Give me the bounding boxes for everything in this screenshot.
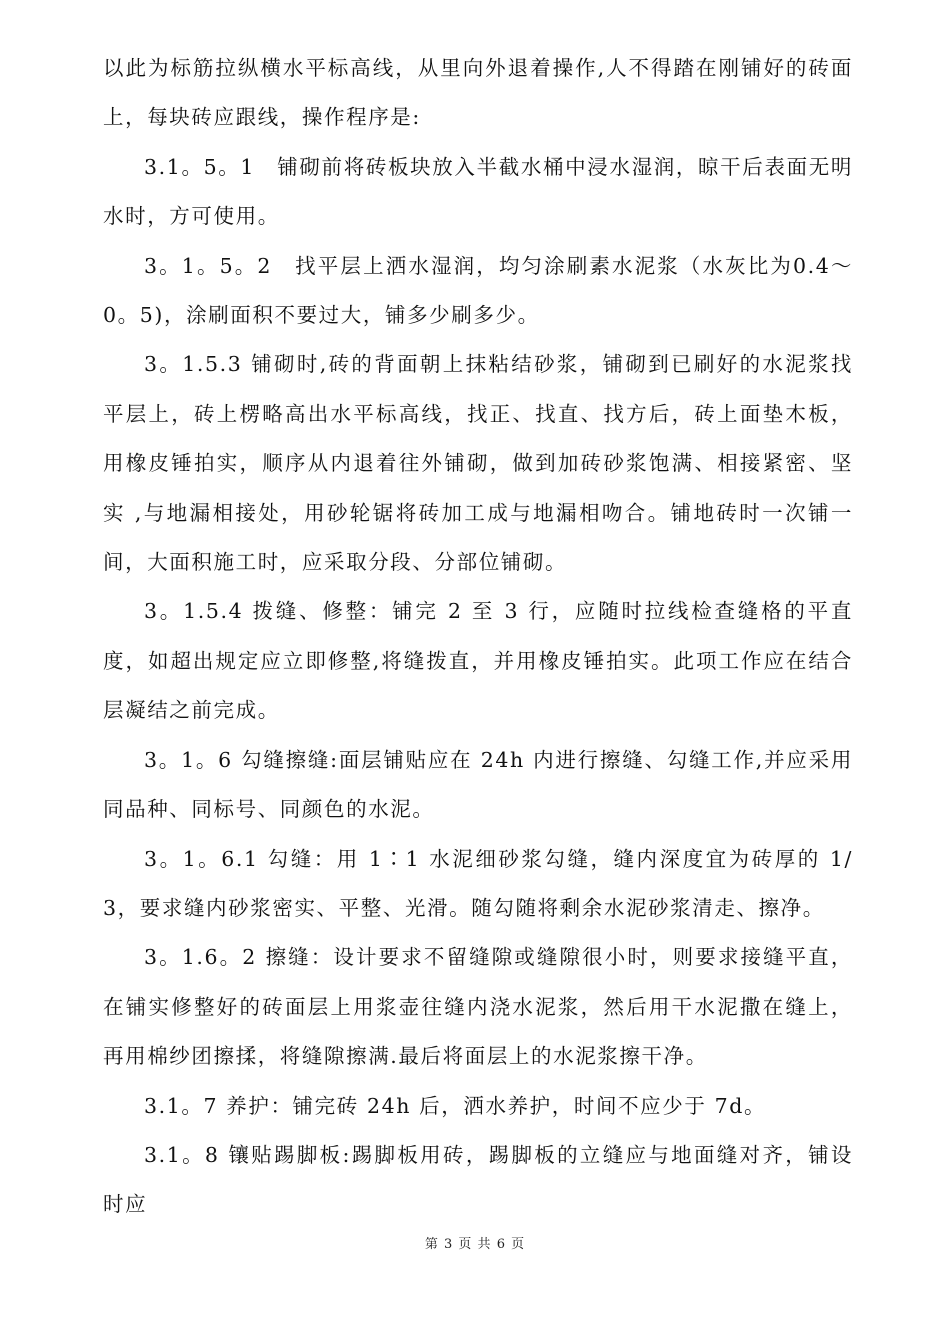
paragraph-3-1-8: 3.1。8 镶贴踢脚板:踢脚板用砖，踢脚板的立缝应与地面缝对齐，铺设时应 bbox=[103, 1142, 853, 1217]
paragraph-3-1-5-2: 3。1。5。2 找平层上洒水湿润，均匀涂刷素水泥浆（水灰比为0.4～0。5)，涂刷面积不要过大，铺多少刷多少。 bbox=[103, 253, 853, 328]
paragraph-3-1-7: 3.1。7 养护：铺完砖 24h 后，洒水养护，时间不应少于 7d。 bbox=[144, 1093, 767, 1118]
page-footer bbox=[0, 1233, 950, 1252]
paragraph-3-1-5-4: 3。1.5.4 拨缝、修整：铺完 2 至 3 行，应随时拉线检查缝格的平直度，如超出规定应立即修整,将缝拨直，并用橡皮锤拍实。此项工作应在结合层凝结之前完成。 bbox=[103, 599, 853, 723]
paragraph-3-1-6: 3。1。6 勾缝擦缝:面层铺贴应在 24h 内进行擦缝、勾缝工作,并应采用同品种、同标号、同颜色的水泥。 bbox=[103, 747, 853, 822]
paragraph-3-1-6-2: 3。1.6。2 擦缝：设计要求不留缝隙或缝隙很小时，则要求接缝平直，在铺实修整好的砖面层上用浆壶往缝内浇水泥浆，然后用干水泥撒在缝上，再用棉纱团擦揉，将缝隙擦满.最后将面层上的水泥浆擦干净。 bbox=[103, 945, 853, 1069]
paragraph-3-1-5-1: 3.1。5。1 铺砌前将砖板块放入半截水桶中浸水湿润，晾干后表面无明水时，方可使用。 bbox=[103, 154, 853, 229]
page-number-label: 第 3 页 共 6 页 bbox=[424, 1237, 526, 1252]
document-body bbox=[103, 44, 853, 1230]
paragraph-intro: 以此为标筋拉纵横水平标高线，从里向外退着操作,人不得踏在刚铺好的砖面上，每块砖应跟线，操作程序是: bbox=[103, 56, 853, 130]
paragraph-3-1-5-3: 3。1.5.3 铺砌时,砖的背面朝上抹粘结砂浆，铺砌到已刷好的水泥浆找平层上，砖上楞略高出水平标高线，找正、找直、找方后，砖上面垫木板，用橡皮锤拍实，顺序从内退着往外铺砌，做到加砖砂浆饱满、相接紧密、坚实 ,与地漏相接处，用砂轮锯将砖加工成与地漏相吻合。铺地砖时一次铺一间，大面积施工时，应采取分段、分部位铺砌。 bbox=[103, 352, 853, 575]
paragraph-3-1-6-1: 3。1。6.1 勾缝：用 1∶1 水泥细砂浆勾缝，缝内深度宜为砖厚的 1/3，要求缝内砂浆密实、平整、光滑。随勾随将剩余水泥砂浆清走、擦净。 bbox=[103, 846, 853, 920]
